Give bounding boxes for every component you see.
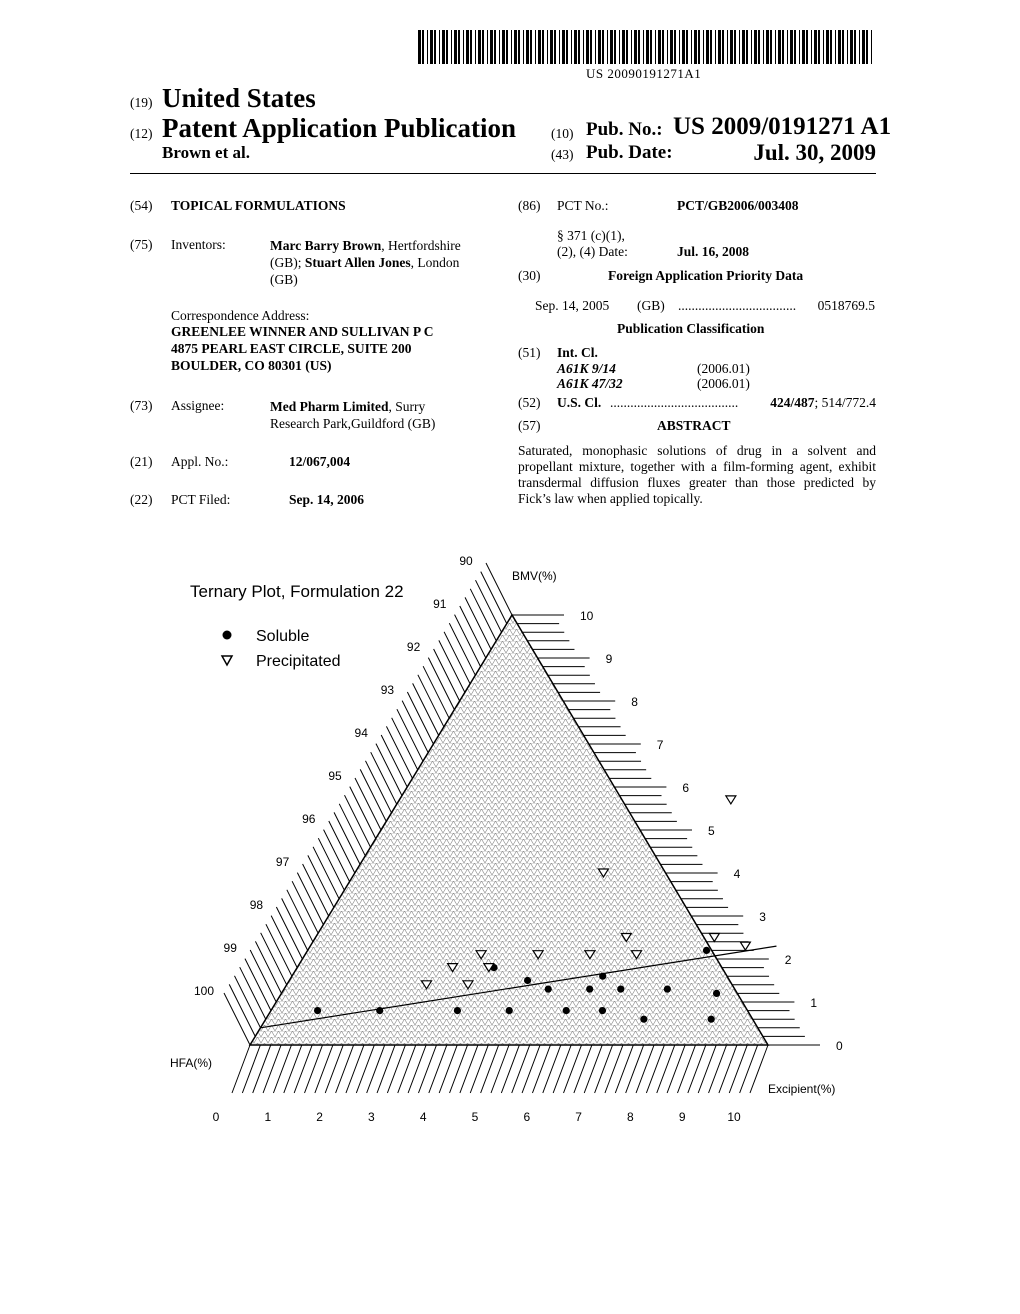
hfa-tick-label: 92 xyxy=(406,640,421,654)
excipient-tick xyxy=(584,1045,602,1093)
inventor-1-country: (GB); xyxy=(270,255,302,270)
hfa-tick-label: 94 xyxy=(354,726,368,740)
axis-label-bmv: BMV(%) xyxy=(512,569,557,583)
correspondence-line-2: 4875 PEARL EAST CIRCLE, SUITE 200 xyxy=(171,341,412,356)
assignee-loc-2: Research Park,Guildford (GB) xyxy=(270,416,436,431)
excipient-tick xyxy=(574,1045,592,1093)
s371-date: Jul. 16, 2008 xyxy=(677,244,750,259)
code-19: (19) xyxy=(130,95,153,110)
title-code: (54) xyxy=(130,198,153,213)
appl-code: (21) xyxy=(130,454,153,469)
excipient-tick-label: 8 xyxy=(627,1110,634,1124)
inventor-1-loc: , Hertfordshire xyxy=(381,238,461,253)
pub-date-label: Pub. Date: xyxy=(586,142,673,163)
foreign-no: 0518769.5 xyxy=(817,298,875,313)
excipient-tick xyxy=(284,1045,302,1093)
country: United States xyxy=(162,83,316,113)
excipient-tick xyxy=(719,1045,737,1093)
excipient-tick xyxy=(481,1045,499,1093)
appl-no: 12/067,004 xyxy=(289,454,351,469)
excipient-tick xyxy=(615,1045,633,1093)
bmv-tick-label: 4 xyxy=(733,867,741,881)
excipient-tick-label: 7 xyxy=(575,1110,582,1124)
legend-precipitated-marker xyxy=(222,656,232,665)
excipient-tick xyxy=(491,1045,509,1093)
soluble-point xyxy=(617,986,624,993)
excipient-tick xyxy=(522,1045,540,1093)
excipient-tick-label: 2 xyxy=(316,1110,323,1124)
soluble-point xyxy=(713,990,720,997)
excipient-tick-label: 4 xyxy=(419,1110,427,1124)
us-cl-dots: ...................................... xyxy=(610,395,739,410)
soluble-point xyxy=(506,1007,513,1014)
soluble-point xyxy=(640,1016,647,1023)
soluble-point xyxy=(314,1007,321,1014)
inventors-code: (75) xyxy=(130,237,153,252)
excipient-tick xyxy=(740,1045,758,1093)
int-cl-2-year: (2006.01) xyxy=(697,376,750,391)
s371-line-1: § 371 (c)(1), xyxy=(557,228,625,243)
chart-title: Ternary Plot, Formulation 22 xyxy=(190,582,404,601)
excipient-tick xyxy=(564,1045,582,1093)
excipient-tick-label: 6 xyxy=(523,1110,531,1124)
precipitated-point xyxy=(709,934,719,942)
excipient-tick xyxy=(305,1045,323,1093)
inventor-2-loc: , London xyxy=(410,255,460,270)
hfa-tick-label: 96 xyxy=(302,812,316,826)
excipient-tick xyxy=(398,1045,416,1093)
bmv-tick-label: 5 xyxy=(708,824,715,838)
barcode xyxy=(418,30,876,64)
legend-soluble-marker xyxy=(223,631,232,640)
foreign-title: Foreign Application Priority Data xyxy=(608,268,804,283)
int-cl-1: A61K 9/14 xyxy=(557,361,616,376)
excipient-tick xyxy=(646,1045,664,1093)
soluble-point xyxy=(586,986,593,993)
excipient-tick-label: 9 xyxy=(678,1110,686,1124)
correspondence-line-1: GREENLEE WINNER AND SULLIVAN P C xyxy=(171,324,434,339)
excipient-tick xyxy=(729,1045,747,1093)
excipient-tick xyxy=(294,1045,312,1093)
excipient-tick xyxy=(657,1045,675,1093)
excipient-tick xyxy=(408,1045,426,1093)
excipient-tick xyxy=(605,1045,623,1093)
pct-no: PCT/GB2006/003408 xyxy=(677,198,799,213)
inventor-2-name: Stuart Allen Jones xyxy=(304,255,411,270)
hfa-tick-label: 93 xyxy=(380,683,395,697)
excipient-tick xyxy=(418,1045,436,1093)
excipient-tick xyxy=(460,1045,478,1093)
appl-label: Appl. No.: xyxy=(171,454,229,469)
legend-precipitated-label: Precipitated xyxy=(256,653,341,670)
soluble-point xyxy=(524,977,531,984)
soluble-point xyxy=(454,1007,461,1014)
excipient-tick xyxy=(429,1045,447,1093)
excipient-tick xyxy=(336,1045,354,1093)
hfa-tick-label: 95 xyxy=(328,769,342,783)
ternary-chart xyxy=(170,545,870,1145)
precipitated-point xyxy=(726,796,736,804)
excipient-tick xyxy=(626,1045,644,1093)
pct-filed-label: PCT Filed: xyxy=(171,492,231,507)
bmv-tick-label: 6 xyxy=(682,781,690,795)
axis-label-excipient: Excipient(%) xyxy=(768,1082,836,1096)
title: TOPICAL FORMULATIONS xyxy=(171,198,346,213)
foreign-date: Sep. 14, 2005 xyxy=(535,298,610,313)
pct-no-label: PCT No.: xyxy=(557,198,609,213)
excipient-tick xyxy=(512,1045,530,1093)
excipient-tick xyxy=(356,1045,374,1093)
axis-label-hfa: HFA(%) xyxy=(170,1056,212,1070)
inventors xyxy=(270,237,490,288)
excipient-tick xyxy=(377,1045,395,1093)
code-43: (43) xyxy=(551,147,574,162)
pct-no-code: (86) xyxy=(518,198,541,213)
excipient-tick xyxy=(450,1045,468,1093)
assignee-code: (73) xyxy=(130,398,153,413)
excipient-tick xyxy=(501,1045,519,1093)
soluble-point xyxy=(708,1016,715,1023)
excipient-tick xyxy=(273,1045,291,1093)
excipient-tick-label: 1 xyxy=(264,1110,272,1124)
hfa-tick-label: 97 xyxy=(275,855,290,869)
excipient-tick xyxy=(677,1045,695,1093)
hfa-tick-label: 90 xyxy=(459,554,473,568)
correspondence-label: Correspondence Address: xyxy=(171,308,310,323)
excipient-tick xyxy=(553,1045,571,1093)
pub-class-title: Publication Classification xyxy=(617,321,765,336)
bmv-tick-label: 7 xyxy=(656,738,664,752)
excipient-tick xyxy=(346,1045,364,1093)
foreign-dots: ................................... xyxy=(678,298,797,313)
excipient-tick xyxy=(232,1045,250,1093)
soluble-point xyxy=(599,1007,606,1014)
excipient-tick xyxy=(325,1045,343,1093)
pct-filed-date: Sep. 14, 2006 xyxy=(289,492,365,507)
excipient-tick xyxy=(315,1045,333,1093)
int-cl-1-year: (2006.01) xyxy=(697,361,750,376)
excipient-tick xyxy=(263,1045,281,1093)
excipient-tick xyxy=(709,1045,727,1093)
correspondence-line-3: BOULDER, CO 80301 (US) xyxy=(171,358,332,373)
excipient-tick xyxy=(688,1045,706,1093)
us-cl-code: (52) xyxy=(518,395,541,410)
header-rule xyxy=(130,173,876,174)
excipient-tick xyxy=(543,1045,561,1093)
excipient-tick xyxy=(253,1045,271,1093)
bmv-tick-label: 1 xyxy=(810,996,818,1010)
excipient-tick-label: 3 xyxy=(368,1110,375,1124)
hfa-tick-label: 91 xyxy=(433,597,447,611)
abstract-title: ABSTRACT xyxy=(657,418,731,433)
bmv-tick-label: 8 xyxy=(631,695,638,709)
pub-no-label: Pub. No.: xyxy=(586,119,663,140)
int-cl-code: (51) xyxy=(518,345,541,360)
hfa-tick-label: 99 xyxy=(223,941,237,955)
excipient-tick xyxy=(636,1045,654,1093)
us-cl-value xyxy=(770,395,876,411)
abstract-text: Saturated, monophasic solutions of drug in a solvent and propellant mixture, together with a film-forming agent, exhibit transdermal diffusion fluxes greater than those predicted by Fick’s law when applied topically. xyxy=(518,443,876,506)
excipient-tick-label: 0 xyxy=(212,1110,220,1124)
barcode-number: US 20090191271A1 xyxy=(586,66,702,81)
legend-soluble-label: Soluble xyxy=(256,628,310,645)
document-type: Patent Application Publication xyxy=(162,113,517,143)
excipient-tick xyxy=(750,1045,768,1093)
inventors-label: Inventors: xyxy=(171,237,226,252)
bmv-tick-label: 3 xyxy=(759,910,766,924)
int-cl-2: A61K 47/32 xyxy=(557,376,623,391)
soluble-point xyxy=(545,986,552,993)
soluble-point xyxy=(563,1007,570,1014)
excipient-tick xyxy=(242,1045,260,1093)
foreign-country: (GB) xyxy=(637,298,665,313)
assignee-label: Assignee: xyxy=(171,398,225,413)
excipient-tick xyxy=(595,1045,613,1093)
authors: Brown et al. xyxy=(162,143,250,162)
excipient-tick xyxy=(439,1045,457,1093)
soluble-point xyxy=(376,1007,383,1014)
excipient-tick xyxy=(367,1045,385,1093)
pub-no: US 2009/0191271 A1 xyxy=(673,113,892,140)
abstract-code: (57) xyxy=(518,418,541,433)
int-cl-label: Int. Cl. xyxy=(557,345,598,360)
assignee-name: Med Pharm Limited xyxy=(270,399,389,414)
excipient-tick xyxy=(698,1045,716,1093)
excipient-tick xyxy=(470,1045,488,1093)
excipient-tick-label: 10 xyxy=(727,1110,741,1124)
us-cl-label: U.S. Cl. xyxy=(557,395,602,410)
excipient-tick xyxy=(667,1045,685,1093)
code-12: (12) xyxy=(130,126,153,141)
bmv-tick-label: 0 xyxy=(836,1039,843,1053)
bmv-tick-label: 10 xyxy=(580,609,594,623)
pct-filed-code: (22) xyxy=(130,492,153,507)
bmv-tick-label: 9 xyxy=(605,652,613,666)
excipient-tick-label: 5 xyxy=(471,1110,479,1124)
pub-date: Jul. 30, 2009 xyxy=(753,140,876,165)
excipient-tick xyxy=(387,1045,405,1093)
foreign-code: (30) xyxy=(518,268,541,283)
hfa-tick-label: 98 xyxy=(249,898,264,912)
s371-line-2: (2), (4) Date: xyxy=(557,244,628,259)
assignee-loc-1: , Surry xyxy=(388,399,426,414)
soluble-point xyxy=(703,947,710,954)
us-cl-main: 424/487 xyxy=(770,395,815,410)
soluble-point xyxy=(664,986,671,993)
excipient-tick xyxy=(532,1045,550,1093)
inventor-2-country: (GB) xyxy=(270,272,298,287)
assignee xyxy=(270,398,435,432)
bmv-tick-label: 2 xyxy=(784,953,792,967)
hfa-tick-label: 100 xyxy=(193,984,215,998)
us-cl-rest: ; 514/772.4 xyxy=(814,395,876,410)
precipitated-point xyxy=(740,942,750,950)
soluble-point xyxy=(599,973,606,980)
code-10: (10) xyxy=(551,126,574,141)
inventor-1-name: Marc Barry Brown xyxy=(270,238,382,253)
